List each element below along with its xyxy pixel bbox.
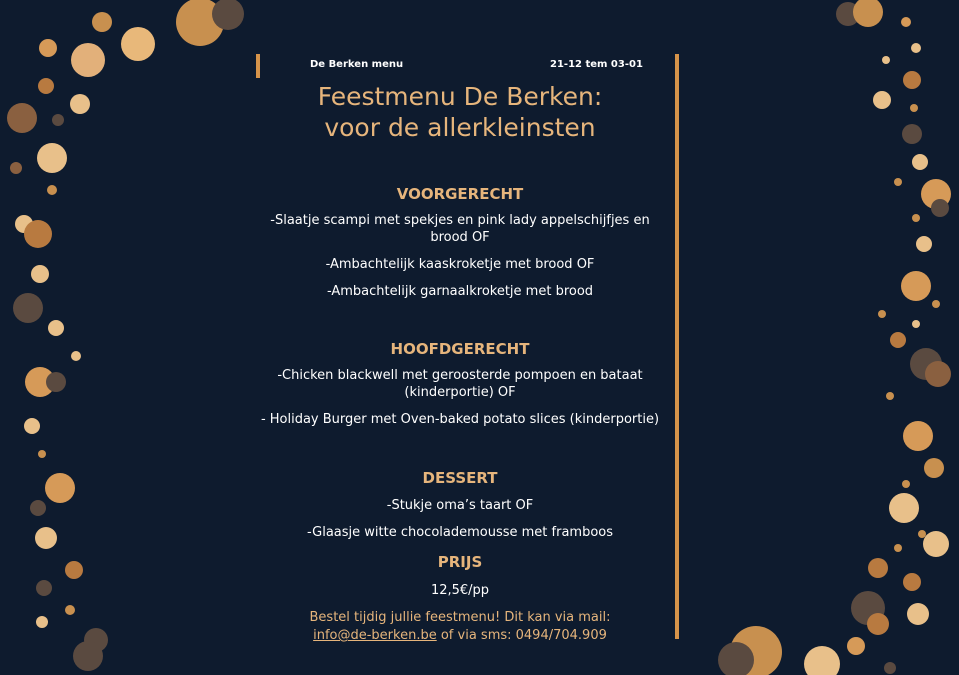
section-title: HOOFDGERECHT: [390, 340, 530, 358]
section-title: DESSERT: [422, 469, 498, 487]
section-dessert: [250, 469, 670, 541]
order-text-2: of via sms: 0494/704.909: [436, 628, 607, 643]
left-dots: [7, 0, 244, 671]
order-note: [280, 609, 640, 645]
price-value: 12,5€/pp: [430, 583, 490, 598]
menu-page: [250, 0, 670, 675]
section-hoofdgerecht: [250, 340, 670, 428]
list-item: -Chicken blackwell met geroosterde pompoen en bataat (kinderportie) OF: [277, 368, 643, 400]
title-line-1: Feestmenu De Berken:: [317, 82, 603, 111]
section-prijs: [250, 553, 670, 599]
header-left: De Berken menu: [310, 59, 404, 70]
header-right: 21-12 tem 03-01: [550, 59, 643, 70]
list-item: -Glaasje witte chocolademousse met framboos: [306, 525, 614, 540]
order-text: Bestel tijdig jullie feestmenu! Dit kan via mail:: [309, 610, 611, 625]
section-voorgerecht: [250, 185, 670, 300]
right-dots: [718, 0, 951, 675]
title-line-2: voor de allerkleinsten: [324, 113, 596, 142]
section-title: VOORGERECHT: [396, 185, 524, 203]
list-item: -Slaatje scampi met spekjes en pink lady appelschijfjes en brood OF: [270, 213, 650, 245]
list-item: -Stukje oma’s taart OF: [386, 498, 534, 513]
email-link[interactable]: info@de-berken.be: [313, 628, 437, 643]
list-item: -Ambachtelijk garnaalkroketje met brood: [326, 284, 594, 299]
page-title: [250, 81, 670, 143]
vertical-accent-bar: [675, 54, 679, 639]
list-item: - Holiday Burger met Oven-baked potato slices (kinderportie): [260, 412, 660, 427]
list-item: -Ambachtelijk kaaskroketje met brood OF: [325, 257, 595, 272]
section-title: PRIJS: [437, 553, 483, 571]
